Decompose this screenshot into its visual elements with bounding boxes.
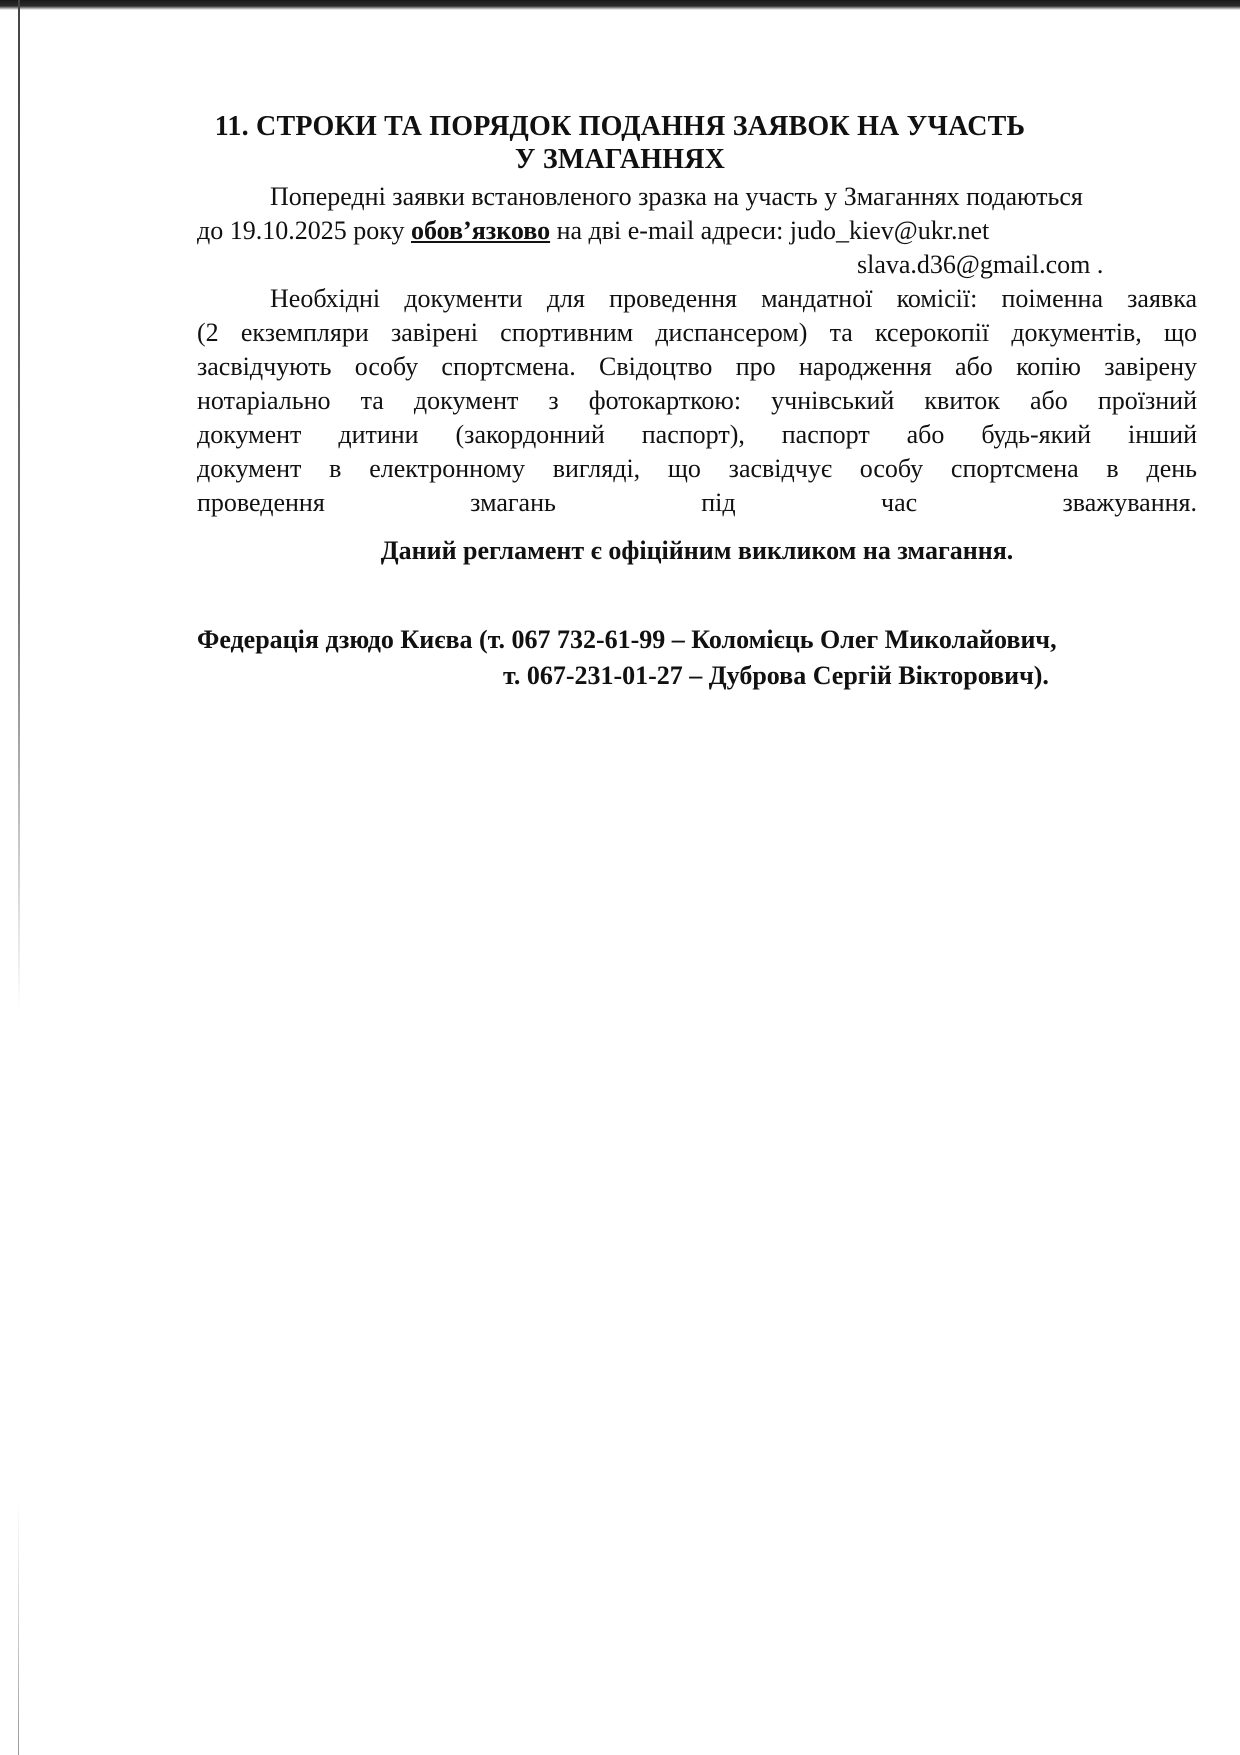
official-notice: Даний регламент є офіційним викликом на змагання. [380, 536, 1014, 565]
documents-line-1: Необхідні документи для проведення мандатної комісії: поіменна заявка [270, 284, 1197, 313]
deadline-text: до 19.10.2025 року [197, 216, 411, 245]
email-text-1: на дві e-mail адреси: judo_kiev@ukr.net [550, 216, 990, 245]
federation-line-2: т. 067-231-01-27 – Дуброва Сергій Вікторович). [503, 661, 1049, 690]
heading-line-1: 11. СТРОКИ ТА ПОРЯДОК ПОДАННЯ ЗАЯВОК НА УЧАСТЬ [214, 111, 1026, 142]
submission-line-2 [197, 214, 1197, 248]
documents-line-5: документ дитини (закордонний паспорт), паспорт або будь-який інший [197, 420, 1197, 449]
section-heading [200, 110, 1040, 176]
documents-line-4: нотаріально та документ з фотокарткою: учнівський квиток або проїзний [197, 386, 1197, 415]
documents-line-6: документ в електронному вигляді, що засвідчує особу спортсмена в день [197, 454, 1197, 483]
heading-line-2: У ЗМАГАННЯХ [514, 144, 726, 175]
documents-line-2: (2 екземпляри завірені спортивним диспансером) та ксерокопії документів, що [197, 318, 1197, 347]
email-text-2: slava.d36@gmail.com . [857, 250, 1104, 279]
submission-paragraph [197, 180, 1197, 282]
mandatory-emphasis: обов’язково [411, 216, 551, 245]
federation-contacts [197, 622, 1197, 694]
documents-paragraph [197, 282, 1197, 520]
federation-line-1: Федерація дзюдо Києва (т. 067 732-61-99 – Коломієць Олег Миколайович, [197, 625, 1057, 654]
submission-line-1: Попередні заявки встановленого зразка на участь у Змаганнях подаються [270, 182, 1083, 211]
documents-line-7: проведення змагань під час зважування. [197, 488, 1197, 517]
documents-line-3: засвідчують особу спортсмена. Свідоцтво про народження або копію завірену [197, 352, 1197, 381]
